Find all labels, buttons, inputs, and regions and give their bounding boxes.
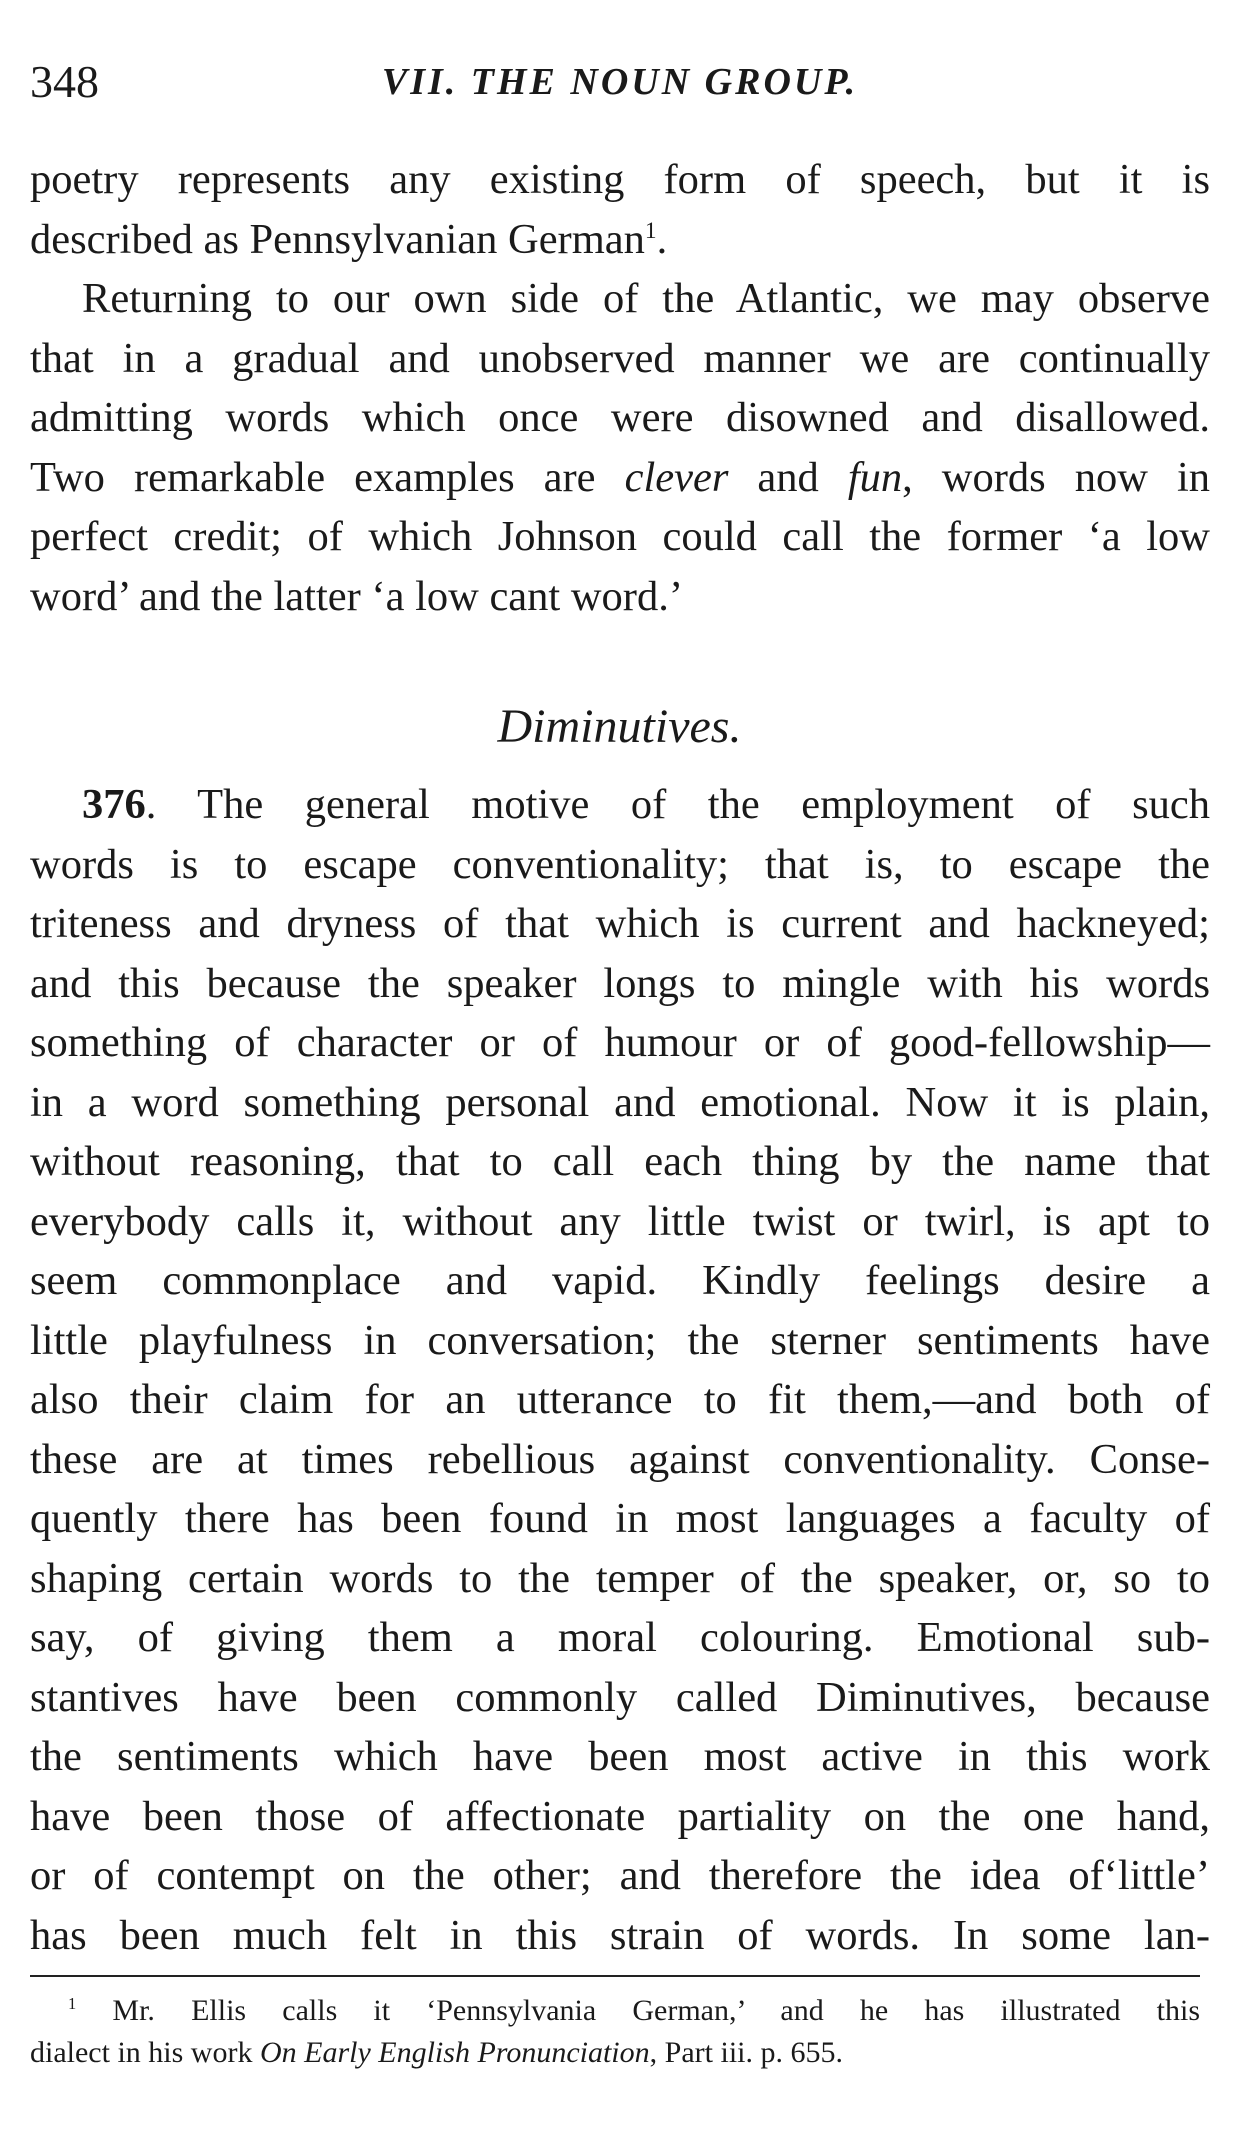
text-line: stantives have been commonly called Diminutives, because [30, 1673, 1210, 1721]
section-number: 376 [82, 781, 146, 828]
text-line: poetry represents any existing form of speech, but it is [30, 156, 1210, 203]
text-line: and this because the speaker longs to mingle with his words [30, 959, 1210, 1007]
paragraph-1 [30, 150, 1210, 269]
text-line: something of character or of humour or of good-fellowship— [30, 1019, 1210, 1066]
text-line: the sentiments which have been most active in this work [30, 1733, 1210, 1780]
text-line: these are at times rebellious against conventionality. Conse- [30, 1435, 1210, 1483]
text-line: that in a gradual and unobserved manner we are continually [30, 334, 1210, 382]
text-line: everybody calls it, without any little twist or twirl, is apt to [30, 1197, 1210, 1245]
text-span: Two remarkable examples are [30, 453, 625, 501]
text-line: quently there has been found in most languages a faculty of [30, 1495, 1210, 1542]
text-line: also their claim for an utterance to fit them,—and both of [30, 1376, 1210, 1423]
text-span: . The general motive of the employment of such [145, 781, 1210, 828]
paragraph-2 [30, 269, 1210, 626]
footnote [30, 1990, 1200, 2074]
text-line: triteness and dryness of that which is current and hackneyed; [30, 900, 1210, 947]
book-title: On Early English Pronunciation [259, 2036, 650, 2069]
text-line: words is to escape conventionality; that is, to escape the [30, 840, 1210, 888]
running-head [30, 52, 1210, 112]
text-span: . [656, 215, 668, 263]
page-number: 348 [30, 56, 99, 107]
footnote-reference: 1 [644, 217, 657, 244]
text-span: described as Pennsylvanian German [30, 215, 645, 263]
text-line [30, 210, 1210, 270]
footnote-line [30, 2032, 1200, 2074]
text-line: admitting words which once were disowned and disallowed. [30, 394, 1210, 441]
text-line [30, 775, 1210, 835]
text-line: without reasoning, that to call each thing by the name that [30, 1138, 1210, 1185]
text-span: and [728, 453, 848, 501]
text-line: word’ and the latter ‘a low cant word.’ [30, 572, 683, 620]
text-span: , words now in [902, 453, 1210, 501]
footnote-marker: 1 [68, 1994, 77, 2013]
text-line: seem commonplace and vapid. Kindly feelings desire a [30, 1257, 1210, 1304]
text-span: , Part iii. p. 655. [649, 2036, 843, 2069]
italic-word: fun [847, 453, 903, 501]
chapter-title: VII. THE NOUN GROUP. [381, 61, 859, 103]
text-line: Returning to our own side of the Atlantic, we may observe [82, 275, 1210, 322]
text-line: little playfulness in conversation; the sterner sentiments have [30, 1316, 1210, 1364]
text-line: have been those of affectionate partiality on the one hand, [30, 1792, 1210, 1840]
footnote-divider [30, 1975, 1200, 1977]
text-line: in a word something personal and emotional. Now it is plain, [30, 1078, 1210, 1126]
section-heading: Diminutives. [497, 700, 742, 753]
text-line: say, of giving them a moral colouring. Emotional sub- [30, 1614, 1210, 1661]
section-paragraph [30, 775, 1210, 1965]
text-line: has been much felt in this strain of words. In some lan- [30, 1911, 1210, 1959]
italic-word: clever [624, 453, 729, 501]
text-span: dialect in his work [30, 2036, 260, 2069]
text-line [30, 448, 1210, 508]
text-span: Mr. Ellis calls it ‘Pennsylvania German,’ and he has illustrated this [112, 1994, 1201, 2027]
footnote-line [30, 1990, 1200, 2032]
text-line: perfect credit; of which Johnson could call the former ‘a low [30, 513, 1210, 560]
text-line: or of contempt on the other; and therefore the idea of‘little’ [30, 1852, 1210, 1899]
text-line: shaping certain words to the temper of the speaker, or, so to [30, 1554, 1210, 1602]
